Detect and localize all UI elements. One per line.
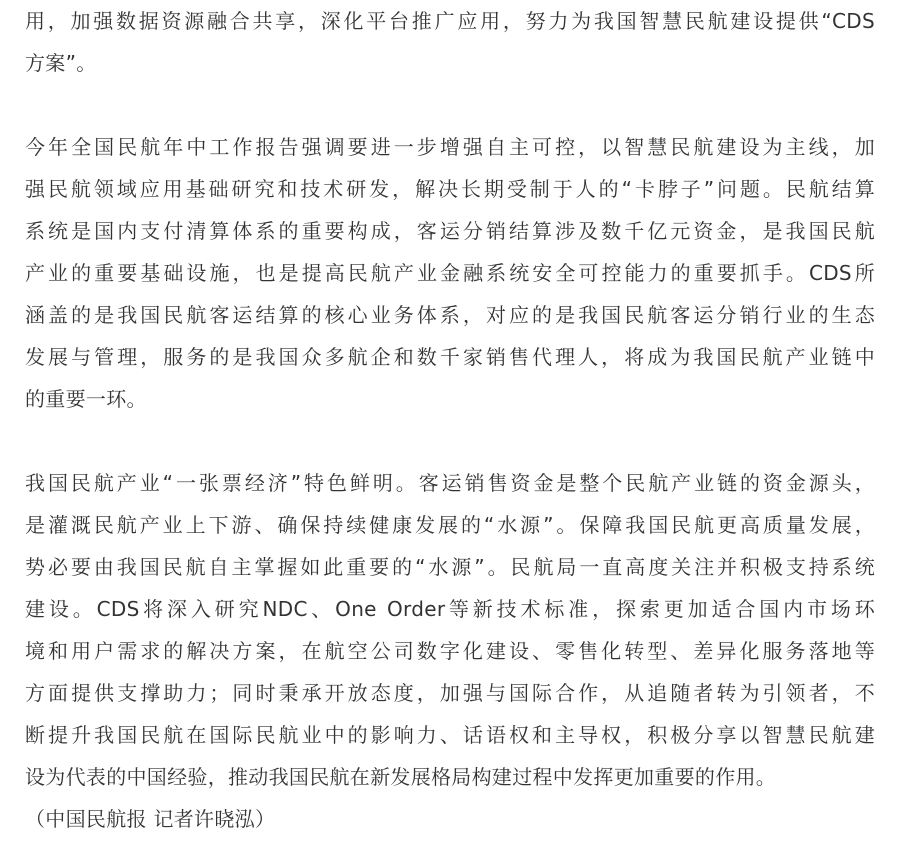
text-line: 的重要一环。 (25, 387, 147, 411)
text-line: 发展与管理，服务的是我国众多航企和数千家销售代理人，将成为我国民航产业链中 (25, 345, 875, 369)
paragraph-3 (25, 462, 875, 840)
text-line: 产业的重要基础设施，也是提高民航产业金融系统安全可控能力的重要抓手。CDS所 (25, 261, 875, 285)
text-line: 用，加强数据资源融合共享，深化平台推广应用，努力为我国智慧民航建设提供“CDS (25, 9, 875, 33)
text-line: 是灌溉民航产业上下游、确保持续健康发展的“水源”。保障我国民航更高质量发展， (25, 513, 875, 537)
text-line: 方面提供支撑助力；同时秉承开放态度，加强与国际合作，从追随者转为引领者，不 (25, 681, 875, 705)
byline: （中国民航报 记者许晓泓） (25, 807, 276, 831)
text-line: 强民航领域应用基础研究和技术研发，解决长期受制于人的“卡脖子”问题。民航结算 (25, 177, 875, 201)
text-line: 今年全国民航年中工作报告强调要进一步增强自主可控，以智慧民航建设为主线，加 (25, 135, 875, 159)
text-line: 设为代表的中国经验，推动我国民航在新发展格局构建过程中发挥更加重要的作用。 (25, 765, 777, 789)
article-body (25, 0, 875, 840)
paragraph-1 (25, 0, 875, 84)
text-line: 我国民航产业“一张票经济”特色鲜明。客运销售资金是整个民航产业链的资金源头， (25, 471, 875, 495)
text-line: 断提升我国民航在国际民航业中的影响力、话语权和主导权，积极分享以智慧民航建 (25, 723, 875, 747)
text-line: 建设。CDS将深入研究NDC、One Order等新技术标准，探索更加适合国内市场环 (25, 597, 875, 621)
paragraph-2 (25, 126, 875, 420)
text-line: 系统是国内支付清算体系的重要构成，客运分销结算涉及数千亿元资金，是我国民航 (25, 219, 875, 243)
text-line: 涵盖的是我国民航客运结算的核心业务体系，对应的是我国民航客运分销行业的生态 (25, 303, 875, 327)
text-line: 势必要由我国民航自主掌握如此重要的“水源”。民航局一直高度关注并积极支持系统 (25, 555, 875, 579)
text-line: 境和用户需求的解决方案，在航空公司数字化建设、零售化转型、差异化服务落地等 (25, 639, 875, 663)
text-line: 方案”。 (25, 51, 97, 75)
